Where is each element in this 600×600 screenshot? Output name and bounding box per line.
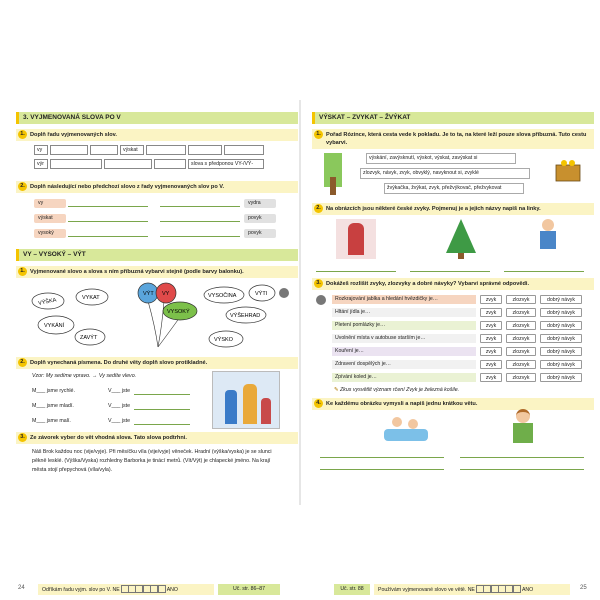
footer-text: Odříkám řadu vyjm. slov po V. <box>42 586 111 593</box>
blank-box[interactable] <box>90 145 118 155</box>
task-number: 2. <box>314 204 323 213</box>
balloons-illustration <box>30 281 290 353</box>
blank-box[interactable] <box>104 159 152 169</box>
task-3-right <box>312 278 594 290</box>
option-zvyk[interactable]: zvyk <box>480 308 502 317</box>
task-text: Pořad Rózince, která cesta vede k pokladu. Je to ta, na které leží pouze slova příbuzná. Tuto cestu vybarvi. <box>326 132 587 146</box>
task-1-right <box>312 129 594 149</box>
option-zvyk[interactable]: zvyk <box>480 347 502 356</box>
table-row-label: Zpívání koled je… <box>332 373 476 382</box>
task-text: Ze závorek vyber do vět vhodná slova. Tato slova podtrhni. <box>30 435 187 441</box>
task-text: Ke každému obrázku vymysli a napiš jednu krátkou větu. <box>326 401 478 407</box>
answer-line[interactable] <box>320 457 444 458</box>
footer-ano: ANO <box>166 586 178 593</box>
task-number: 1. <box>18 130 27 139</box>
option-dobry-navyk[interactable]: dobrý návyk <box>540 347 582 356</box>
table-row-label: Hltání jídla je… <box>332 308 476 317</box>
footer-ano: ANO <box>521 586 534 593</box>
sentence: M___ jsme malí. <box>32 418 71 424</box>
blank-box[interactable] <box>146 145 186 155</box>
footer-self-check <box>374 584 570 595</box>
path-row[interactable]: zlozvyk, návyk, zvyk, obvyklý, navyknout si, zvyklé <box>360 168 530 179</box>
option-zvyk[interactable]: zvyk <box>480 334 502 343</box>
right-page <box>312 105 594 593</box>
sentence: M___ jsme mladí. <box>32 403 74 409</box>
option-dobry-navyk[interactable]: dobrý návyk <box>540 321 582 330</box>
task-number: 2. <box>18 182 27 191</box>
task-text: Doplň řadu vyjmenovaných slov. <box>30 132 117 138</box>
task-text: Dokážeš rozlišit zvyky, zlozvyky a dobré návyky? Vybarvi správné odpovědi. <box>326 281 530 287</box>
word-tag: výskat <box>34 214 66 223</box>
word-tag: povyk <box>244 229 276 238</box>
bathing-picture <box>384 413 428 443</box>
footer-text: Používám vyjmenované slovo ve větě. <box>378 586 467 593</box>
custom-picture-3 <box>534 219 562 259</box>
word-tag: vydra <box>244 199 276 208</box>
word-box[interactable]: výskat <box>120 145 144 155</box>
answer-stub: V___ jste <box>108 403 131 409</box>
task-number: 1. <box>314 130 323 139</box>
mole-character-icon <box>279 288 289 298</box>
book-spine <box>299 100 301 505</box>
blank-box[interactable] <box>50 159 102 169</box>
word-box[interactable]: slova s předponou VY-/VÝ- <box>188 159 264 169</box>
section-title-right: VÝSKAT – ZVYKAT – ŽVÝKAT <box>312 112 594 124</box>
page-number: 24 <box>18 585 25 591</box>
blank-box[interactable] <box>50 145 88 155</box>
word-box[interactable]: vy <box>34 145 48 155</box>
option-zvyk[interactable]: zvyk <box>480 360 502 369</box>
option-zlozvyk[interactable]: zlozvyk <box>506 308 536 317</box>
blank-box[interactable] <box>188 145 222 155</box>
task-1-left <box>16 129 298 141</box>
example-sentence: Vzor: My sedíme vpravo. → Vy sedíte vlevo. <box>32 373 137 379</box>
balloon-label: VY <box>162 291 170 297</box>
balloon-label: VÝŠKA <box>37 297 57 307</box>
custom-picture-2 <box>446 219 476 259</box>
option-zlozvyk[interactable]: zlozvyk <box>506 295 536 304</box>
task-text: Doplň vynechaná písmena. Do druhé věty doplň slovo protikladné. <box>30 360 208 366</box>
footer-ne: NE <box>467 586 475 593</box>
footer-ne: NE <box>112 586 120 593</box>
task-number: 1. <box>18 267 27 276</box>
task-2-left <box>16 181 298 193</box>
answer-line[interactable] <box>134 394 190 395</box>
balloon-label: VYSOČINA <box>208 293 237 299</box>
section-title-left: 3. VYJMENOVANÁ SLOVA PO V <box>16 112 298 124</box>
task-5-left <box>16 432 298 444</box>
task-number: 3. <box>18 433 27 442</box>
table-row-label: Kouření je… <box>332 347 476 356</box>
footer-textbook-ref: Uč. str. 88 <box>334 584 370 595</box>
treasure-chest-icon <box>556 165 580 181</box>
option-zlozvyk[interactable]: zlozvyk <box>506 321 536 330</box>
table-row-label: Pletení pomlázky je… <box>332 321 476 330</box>
task-text: Doplň následující nebo předchozí slovo z řady vyjmenovaných slov po V. <box>30 184 225 190</box>
option-dobry-navyk[interactable]: dobrý návyk <box>540 360 582 369</box>
hint-text <box>334 387 459 394</box>
answer-line[interactable] <box>160 236 240 237</box>
rating-cells[interactable] <box>476 584 520 595</box>
footer-textbook-ref: Uč. str. 86–87 <box>218 584 280 595</box>
word-tag: vysoký <box>34 229 66 238</box>
option-dobry-navyk[interactable]: dobrý návyk <box>540 295 582 304</box>
task-number: 4. <box>314 399 323 408</box>
answer-line[interactable] <box>68 236 148 237</box>
option-zlozvyk[interactable]: zlozvyk <box>506 360 536 369</box>
answer-line[interactable] <box>134 424 190 425</box>
answer-line[interactable] <box>68 206 148 207</box>
answer-line[interactable] <box>460 457 584 458</box>
task-number: 2. <box>18 358 27 367</box>
option-zvyk[interactable]: zvyk <box>480 373 502 382</box>
blank-box[interactable] <box>224 145 264 155</box>
answer-line[interactable] <box>320 469 444 470</box>
balloon-label: VYKAT <box>82 295 100 301</box>
option-zvyk[interactable]: zvyk <box>480 321 502 330</box>
answer-line[interactable] <box>160 206 240 207</box>
table-row-label: Rozkrajování jablka a hledání hvězdičky je… <box>332 295 476 304</box>
family-illustration <box>212 371 280 429</box>
task-text: Vyjmenované slovo a slova s ním příbuzná vybarvi stejně (podle barvy balonku). <box>30 269 244 275</box>
answer-stub: V___ jste <box>108 418 131 424</box>
option-zlozvyk[interactable]: zlozvyk <box>506 347 536 356</box>
answer-line[interactable] <box>160 221 240 222</box>
answer-line[interactable] <box>504 271 584 272</box>
answer-line[interactable] <box>410 271 490 272</box>
balloon-label: VYSOKÝ <box>167 309 190 315</box>
option-dobry-navyk[interactable]: dobrý návyk <box>540 334 582 343</box>
answer-line[interactable] <box>460 469 584 470</box>
table-row-label: Uvolnění místa v autobuse starším je… <box>332 334 476 343</box>
section-title-vy: VY – VYSOKÝ – VÝT <box>16 249 298 261</box>
rating-cells[interactable] <box>121 584 165 595</box>
hint-label: Zkus vysvětlit význam rčení Zvyk je železná košile. <box>339 387 460 393</box>
word-box[interactable]: výr <box>34 159 48 169</box>
option-zlozvyk[interactable]: zlozvyk <box>506 334 536 343</box>
task-text: Na obrázcích jsou některé české zvyky. Pojmenuj je a jejich názvy napiš na linky. <box>326 206 541 212</box>
task-number: 3. <box>314 279 323 288</box>
task-4-left <box>16 357 298 369</box>
balloon-label: VÝTI <box>255 291 268 297</box>
pencil-icon: ✎ <box>334 387 339 393</box>
balloon-label: VÝSKO <box>214 337 233 343</box>
blank-box[interactable] <box>154 159 186 169</box>
path-row[interactable]: výskání, zavýsknutí, výskot, výskat, zavýskat si <box>366 153 516 164</box>
option-zlozvyk[interactable]: zlozvyk <box>506 373 536 382</box>
custom-picture-1 <box>336 219 376 259</box>
option-dobry-navyk[interactable]: dobrý návyk <box>540 373 582 382</box>
footer-self-check <box>38 584 214 595</box>
task-2-right <box>312 203 594 215</box>
sentence: M___ jsme rychlé. <box>32 388 75 394</box>
balloon-label: VYKÁNÍ <box>44 323 65 329</box>
left-page <box>16 105 298 593</box>
task-4-right <box>312 398 594 410</box>
boy-picture <box>508 409 538 445</box>
page-number: 25 <box>580 585 587 591</box>
balloon-label: ZAVÝT <box>80 335 98 341</box>
word-tag: vy <box>34 199 66 208</box>
balloon-label: VÝŠEHRAD <box>230 313 261 319</box>
table-row-label: Zdravení dospělých je… <box>332 360 476 369</box>
option-dobry-navyk[interactable]: dobrý návyk <box>540 308 582 317</box>
word-tag: povyk <box>244 214 276 223</box>
path-row[interactable]: žvýkačka, žvýkat, zvyk, přežvýkovač, přežvykovat <box>384 183 524 194</box>
answer-line[interactable] <box>316 271 396 272</box>
option-zvyk[interactable]: zvyk <box>480 295 502 304</box>
answer-stub: V___ jste <box>108 388 131 394</box>
task-3-left <box>16 266 298 278</box>
balloon-label: VÝT <box>143 291 154 297</box>
mole-character-icon <box>316 295 326 305</box>
answer-line[interactable] <box>68 221 148 222</box>
exercise-paragraph: Náš Brok každou noc (vije/vyje). Při měsíčku víla (vije/vyje) věneček. Hradní (výška/vyska) je se slunci pěkně lesklé. (Výška/Vyska) rozhledny Barborka je tinácí metrů. (Vít/Výt) je chlapecké jméno. Na krají města stojí přepychová (víla/vyla). <box>32 449 272 473</box>
answer-line[interactable] <box>134 409 190 410</box>
